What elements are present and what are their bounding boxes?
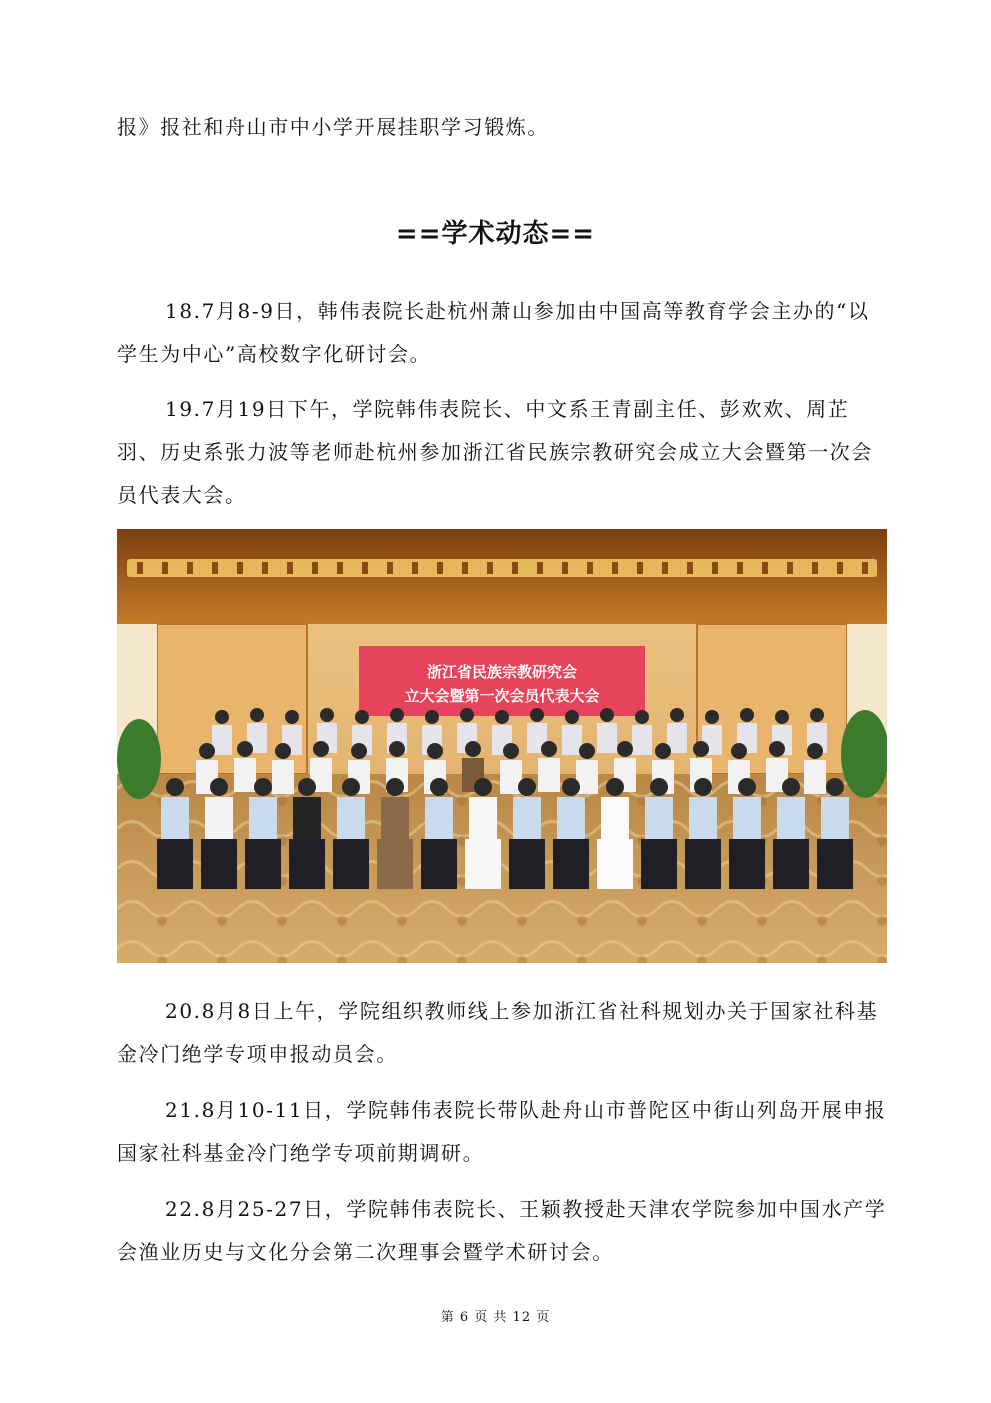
news-item-21: 21.8月10-11日，学院韩伟表院长带队赴舟山市普陀区中街山列岛开展申报国家社科基金冷门绝学专项前期调研。 <box>117 1098 887 1165</box>
continuation-paragraph: 报》报社和舟山市中小学开展挂职学习锻炼。 <box>117 115 549 139</box>
banner-line-2: 立大会暨第一次会员代表大会 <box>404 687 600 705</box>
news-item-22: 22.8月25-27日，学院韩伟表院长、王颖教授赴天津农学院参加中国水产学会渔业历史与文化分会第二次理事会暨学术研讨会。 <box>117 1197 887 1264</box>
news-item-20: 20.8月8日上午，学院组织教师线上参加浙江省社科规划办关于国家社科基金冷门绝学专项申报动员会。 <box>117 999 879 1066</box>
banner-line-1: 浙江省民族宗教研究会 <box>426 663 578 681</box>
group-photo <box>117 529 887 963</box>
news-item-18: 18.7月8-9日，韩伟表院长赴杭州萧山参加由中国高等教育学会主办的“以学生为中心”高校数字化研讨会。 <box>117 299 870 366</box>
event-banner <box>359 646 645 716</box>
page-footer: 第 6 页 共 12 页 <box>440 1310 551 1325</box>
news-item-19: 19.7月19日下午，学院韩伟表院长、中文系王青副主任、彭欢欢、周芷羽、历史系张力波等老师赴杭州参加浙江省民族宗教研究会成立大会暨第一次会员代表大会。 <box>117 397 873 507</box>
section-heading: ==学术动态== <box>395 219 596 249</box>
